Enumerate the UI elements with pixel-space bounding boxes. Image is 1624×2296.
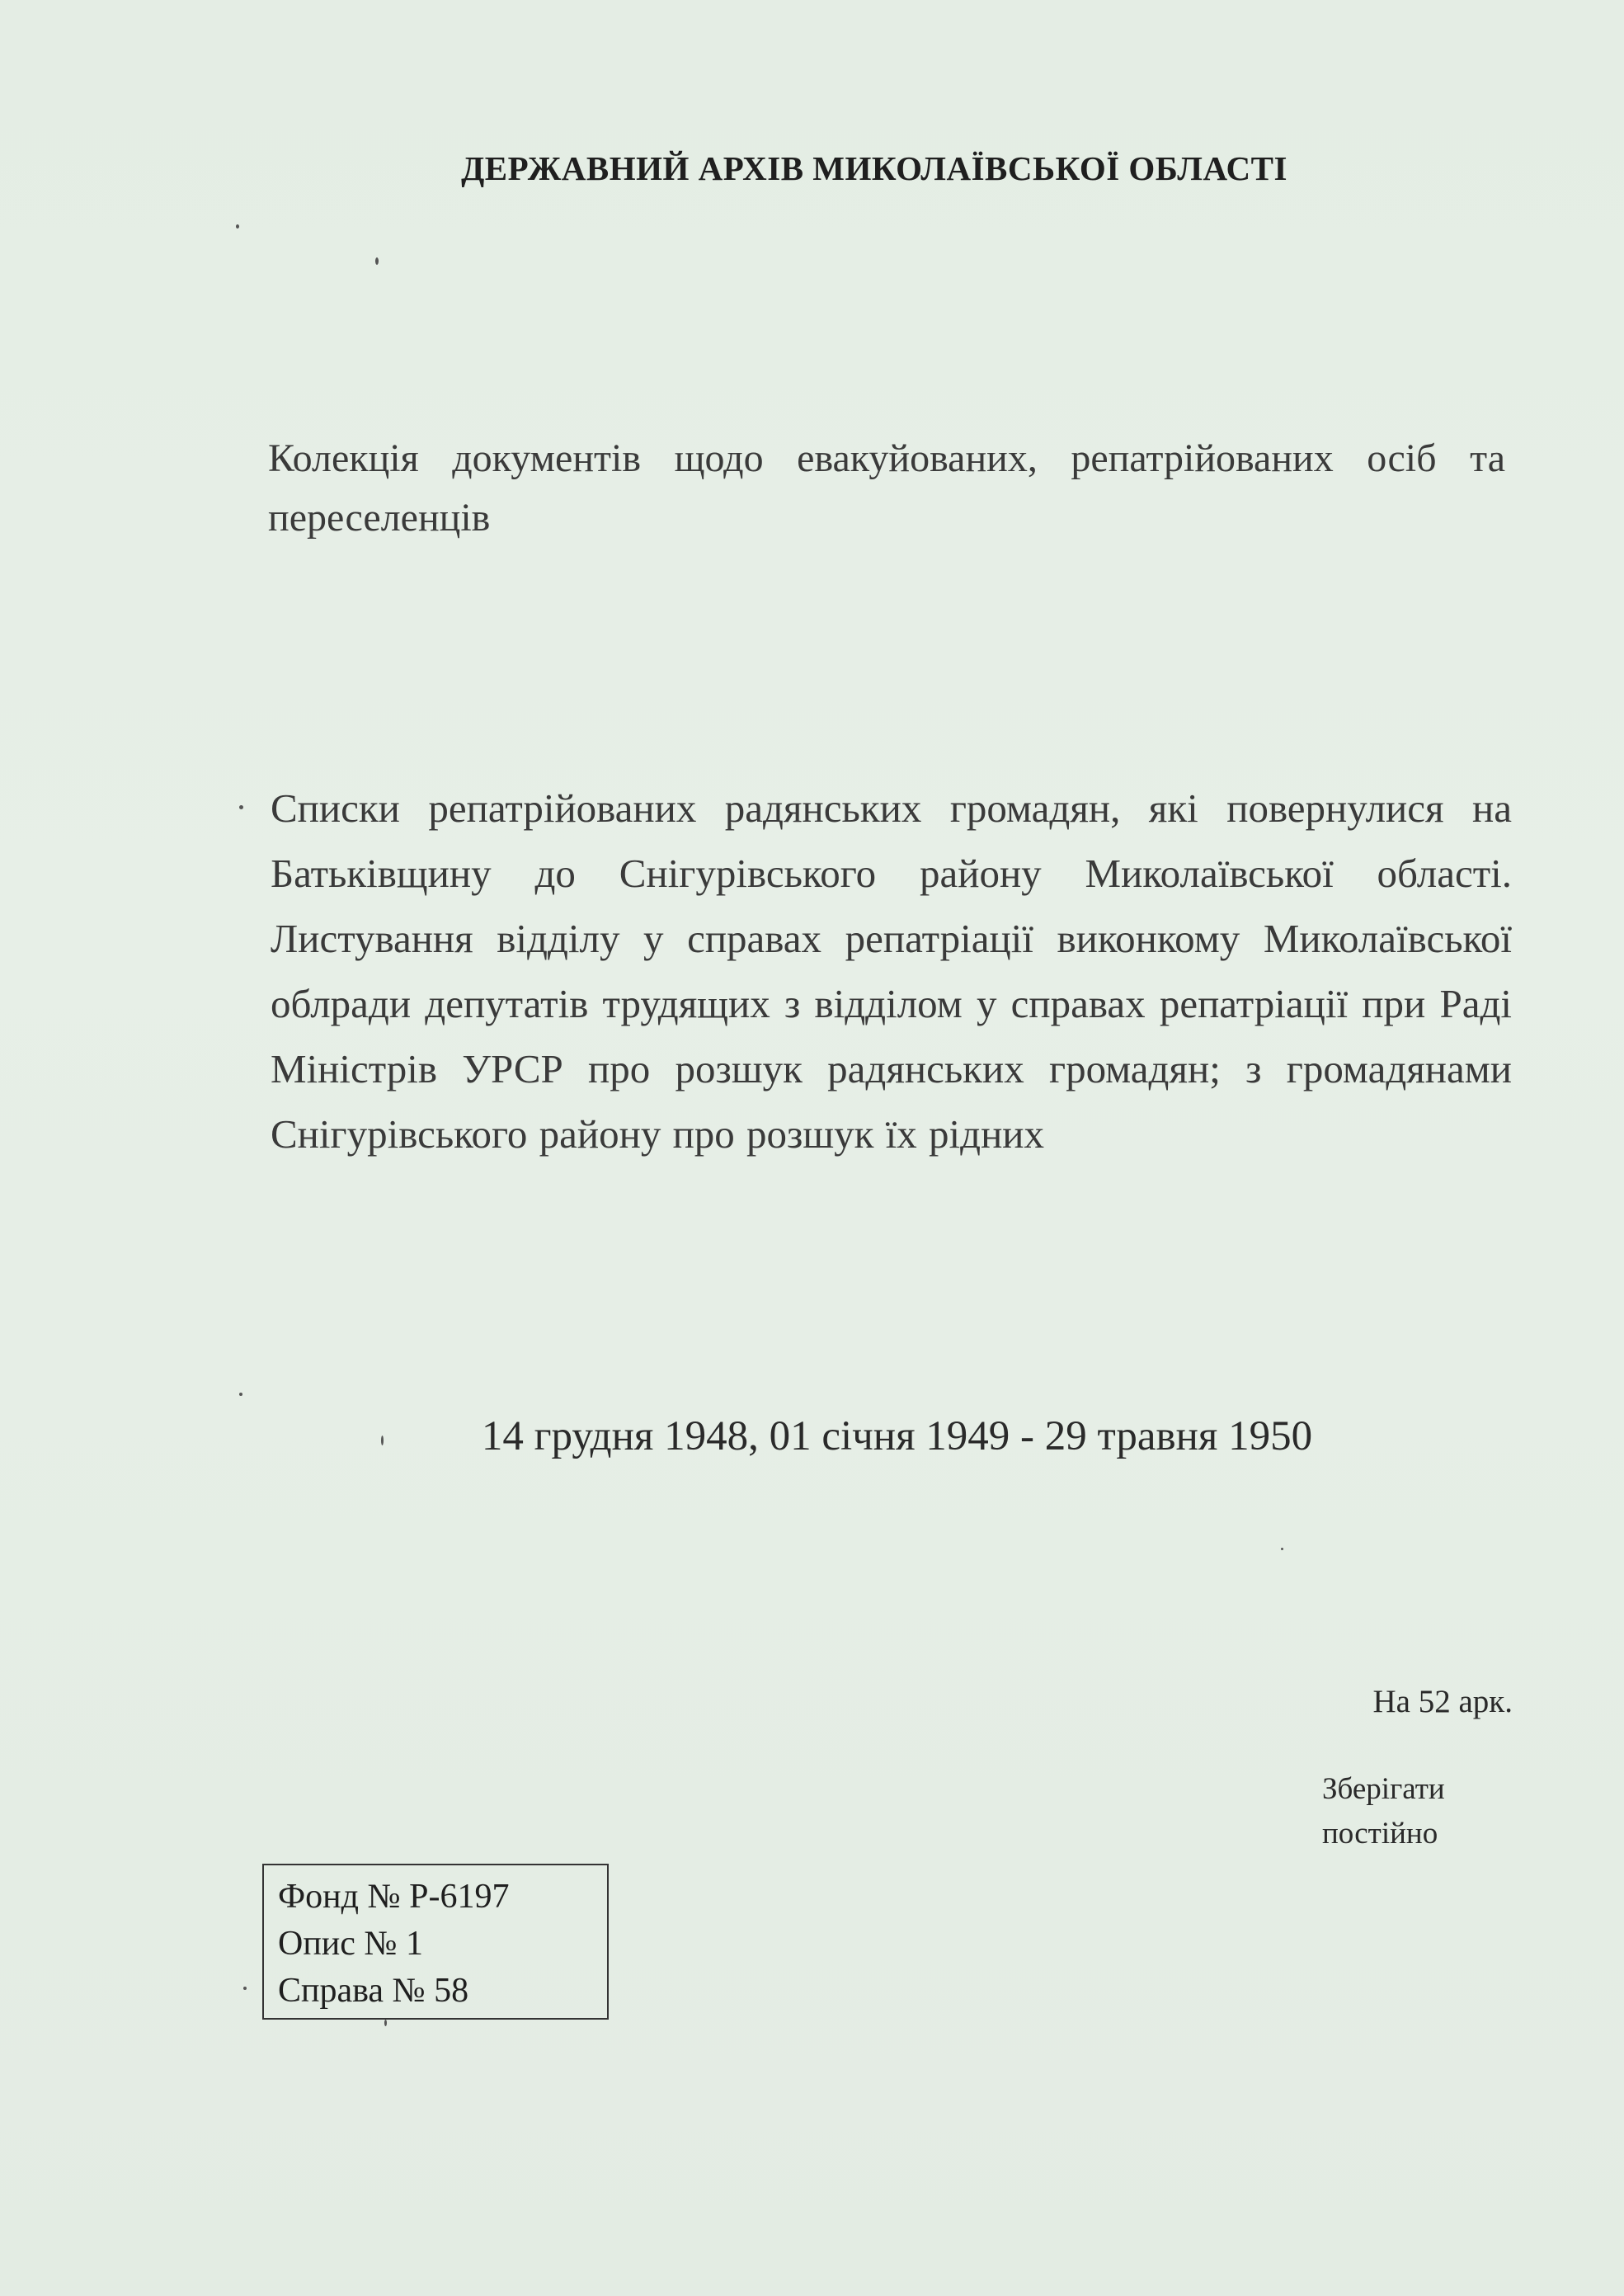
sheets-count: На 52 арк. [1372,1684,1513,1719]
scan-speck [384,2020,387,2026]
retention-line-2: постійно [1322,1817,1438,1850]
scan-speck [375,257,379,265]
scan-speck [239,805,243,809]
collection-title: Колекція документів щодо евакуйованих, репатрійованих осіб та переселенців [268,436,1505,540]
archive-reference-box [262,1864,609,2020]
retention-note [1322,1767,1445,1856]
case-title: Списки репатрійованих радянських громадян, які повернулися на Батьківщину до Снігурівського району Миколаївської області. Листування відділу у справах репатріації виконкому Миколаївської облради депутатів трудящих з відділом у справах репатріації при Раді Міністрів УРСР про розшук радянських громадян; з громадянами Снігурівського району про розшук їх рідних [271,785,1512,1157]
scan-speck [381,1436,384,1445]
opys-number: Опис № 1 [278,1925,423,1963]
scan-speck [236,224,239,229]
scan-speck [239,1393,242,1396]
archive-name-heading: ДЕРЖАВНИЙ АРХІВ МИКОЛАЇВСЬКОЇ ОБЛАСТІ [461,149,1287,187]
date-range: 14 грудня 1948, 01 січня 1949 - 29 травня 1950 [481,1413,1313,1459]
retention-line-1: Зберігати [1322,1772,1445,1806]
scan-speck [243,1987,247,1990]
fond-number: Фонд № Р-6197 [278,1878,510,1916]
scan-speck [1281,1548,1283,1550]
sprava-number: Справа № 58 [278,1972,469,2010]
